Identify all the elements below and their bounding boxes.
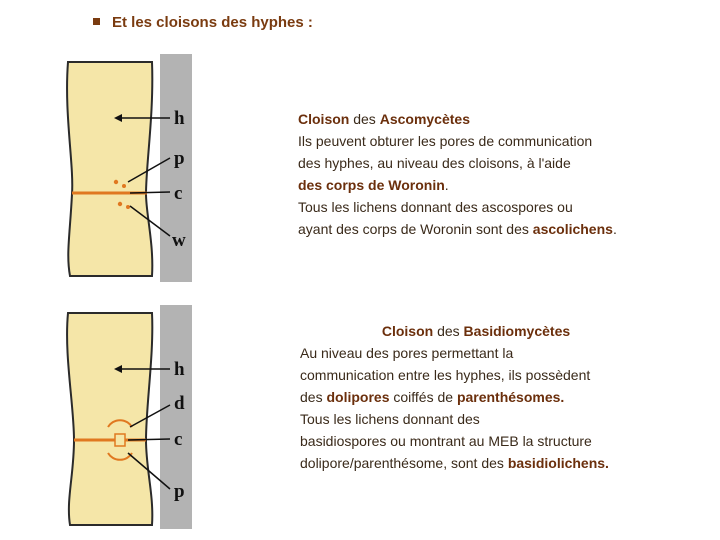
label-c: c: [174, 183, 183, 204]
ascomycete-septum-figure: [50, 54, 200, 282]
hypha-cell: [67, 313, 152, 525]
label-w: w: [172, 230, 186, 251]
asco-line-1: Ils peuvent obturer les pores de communication: [298, 133, 593, 149]
woronin-body: [114, 180, 118, 184]
hypha-cell: [67, 62, 152, 276]
basidiomycete-septum-figure: [50, 305, 200, 533]
label-d: d: [174, 393, 185, 414]
basidio-title: Cloison des Basidiomycètes: [381, 323, 571, 339]
ascomycete-text-block: [298, 108, 708, 240]
pointer-c: [130, 192, 170, 193]
label-c: c: [174, 429, 183, 450]
label-h: h: [174, 359, 185, 380]
basidio-line-4: Tous les lichens donnant des: [300, 411, 480, 427]
woronin-body: [126, 205, 130, 209]
woronin-body: [122, 184, 126, 188]
asco-line-3: des corps de Woronin.: [298, 177, 449, 193]
basidiomycete-text-block: [300, 320, 710, 474]
asco-line-5: ayant des corps de Woronin sont des ascolichens.: [298, 221, 617, 237]
dolipore: [115, 434, 125, 446]
label-p: p: [174, 148, 185, 169]
pointer-c: [128, 439, 170, 440]
basidio-line-3: des dolipores coiffés de parenthésomes.: [300, 389, 565, 405]
asco-title: Cloison des Ascomycètes: [298, 111, 470, 127]
bullet-square-icon: [93, 18, 100, 25]
basidio-line-1: Au niveau des pores permettant la: [300, 345, 514, 361]
woronin-body: [118, 202, 122, 206]
label-p: p: [174, 481, 185, 502]
basidio-line-6: dolipore/parenthésome, sont des basidiolichens.: [300, 455, 609, 471]
asco-line-4: Tous les lichens donnant des ascospores ou: [298, 199, 573, 215]
label-h: h: [174, 108, 185, 129]
asco-line-2: des hyphes, au niveau des cloisons, à l'aide: [298, 155, 571, 171]
basidio-line-2: communication entre les hyphes, ils possèdent: [300, 367, 591, 383]
section-heading: Et les cloisons des hyphes :: [93, 14, 313, 31]
basidio-line-5: basidiospores ou montrant au MEB la structure: [300, 433, 592, 449]
